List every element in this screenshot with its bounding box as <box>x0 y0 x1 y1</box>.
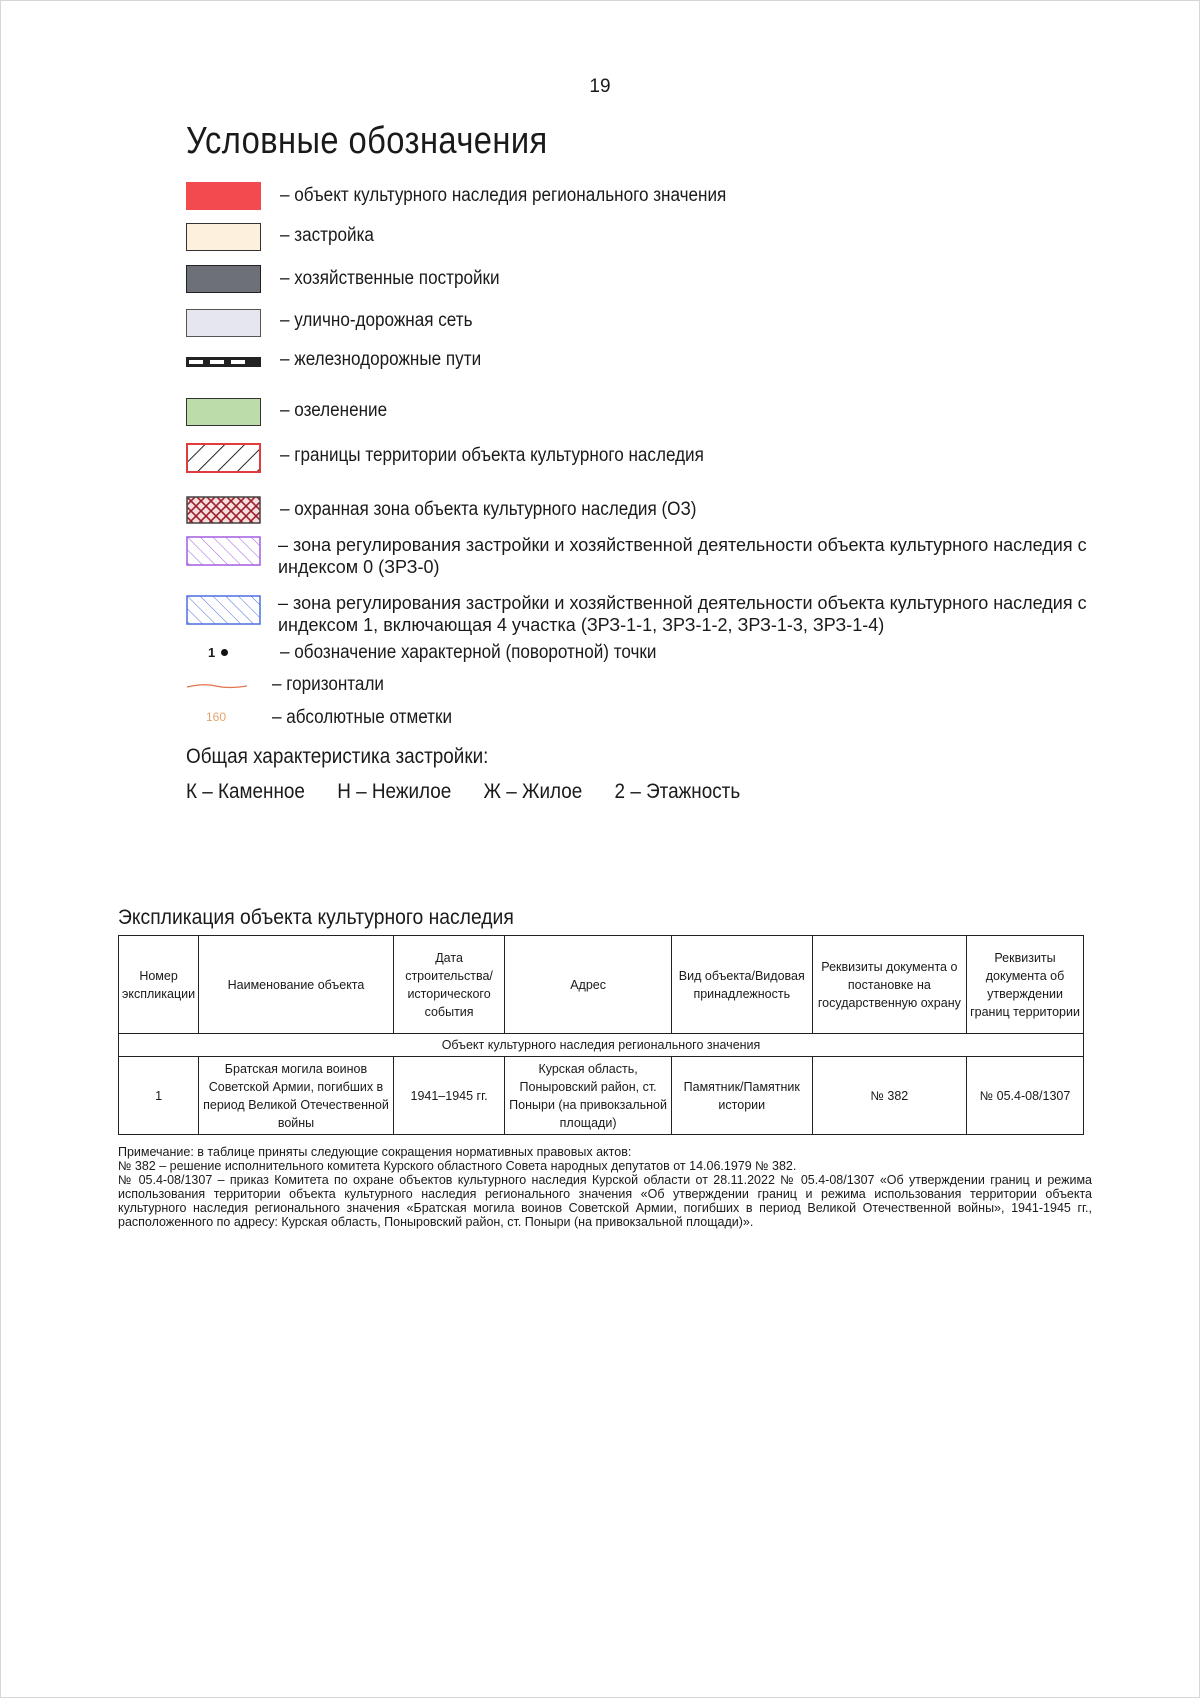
table-header-row <box>119 936 1084 1034</box>
cell-type: Памятник/Памятник истории <box>671 1057 812 1135</box>
beige-fill-swatch <box>186 223 261 251</box>
legend-label: – зона регулирования застройки и хозяйственной деятельности объекта культурного наследия с индексом 1, включающая 4 участка (ЗРЗ-1-1, ЗРЗ-1-2, ЗРЗ-1-3, ЗРЗ-1-4) <box>278 593 1087 635</box>
legend-label: – обозначение характерной (поворотной) точки <box>280 642 657 663</box>
header-cell: Номер экспликации <box>119 936 199 1034</box>
legend-label: – горизонтали <box>272 674 384 695</box>
group-label: Объект культурного наследия регионального значения <box>119 1034 1084 1057</box>
legend-label: – хозяйственные постройки <box>280 268 500 289</box>
explication-title: Экспликация объекта культурного наследия <box>118 906 514 929</box>
red-fill-swatch <box>186 182 261 210</box>
table-group-row <box>119 1034 1084 1057</box>
page-number: 19 <box>589 76 611 97</box>
note-line: № 382 – решение исполнительного комитета Курского областного Совета народных депутатов от 14.06.1979 № 382. <box>118 1159 797 1173</box>
legend-label: – охранная зона объекта культурного наследия (ОЗ) <box>280 499 697 520</box>
explication-table <box>118 935 1084 1135</box>
elevation-mark-symbol: 160 <box>206 710 227 724</box>
header-cell: Реквизиты документа о постановке на государственную охрану <box>812 936 966 1034</box>
light-gray-fill-swatch <box>186 309 261 337</box>
cell-protection-doc: № 382 <box>812 1057 966 1135</box>
header-cell: Дата строительства/ исторического события <box>393 936 504 1034</box>
turning-point-symbol <box>208 645 228 660</box>
cell-date: 1941–1945 гг. <box>393 1057 504 1135</box>
legend-label: – объект культурного наследия регионального значения <box>280 185 727 206</box>
char-item: К – Каменное <box>186 780 305 803</box>
point-dot-icon <box>221 649 228 656</box>
building-characteristics-items <box>186 780 767 804</box>
note-line: Примечание: в таблице приняты следующие сокращения нормативных правовых актов: <box>118 1145 632 1159</box>
notes-block <box>118 1145 1092 1229</box>
cell-name: Братская могила воинов Советской Армии, погибших в период Великой Отечественной войны <box>199 1057 394 1135</box>
blue-hatched-swatch <box>186 595 261 625</box>
table-row <box>119 1057 1084 1135</box>
cross-hatched-swatch <box>186 496 261 524</box>
legend-label: – зона регулирования застройки и хозяйственной деятельности объекта культурного наследия с индексом 0 (ЗРЗ-0) <box>278 535 1087 577</box>
cell-boundary-doc: № 05.4-08/1307 <box>967 1057 1084 1135</box>
note-line: № 05.4-08/1307 – приказ Комитета по охране объектов культурного наследия Курской области от 28.11.2022 № 05.4-08/1307 «Об утверждении границ и режима использования территории объекта культурного наследия регионального значения «Об утверждении границ и режима использования территории объекта культурного наследия регионального значения «Братская могила воинов Советской Армии, погибших в период Великой Отечественной войны», 1941-1945 гг., расположенного по адресу: Курская область, Поныровский район, ст. Поныри (на привокзальной площади)». <box>118 1173 1092 1229</box>
legend-label: – застройка <box>280 225 374 246</box>
dark-gray-fill-swatch <box>186 265 261 293</box>
header-cell: Наименование объекта <box>199 936 394 1034</box>
char-item: Ж – Жилое <box>483 780 583 803</box>
legend-label: – абсолютные отметки <box>272 707 453 728</box>
red-border-hatched-swatch <box>186 443 261 473</box>
cell-number: 1 <box>119 1057 199 1135</box>
turning-point-number: 1 <box>208 645 216 660</box>
contour-line-symbol <box>186 682 248 690</box>
char-item: Н – Нежилое <box>337 780 452 803</box>
cell-address: Курская область, Поныровский район, ст. Поныри (на привокзальной площади) <box>505 1057 672 1135</box>
header-cell: Реквизиты документа об утверждении границ территории <box>967 936 1084 1034</box>
legend-label: – улично-дорожная сеть <box>280 310 473 331</box>
green-fill-swatch <box>186 398 261 426</box>
header-cell: Вид объекта/Видовая принадлежность <box>671 936 812 1034</box>
railway-line-symbol <box>186 355 261 369</box>
legend-label: – границы территории объекта культурного наследия <box>280 445 704 466</box>
char-item: 2 – Этажность <box>614 780 741 803</box>
violet-hatched-swatch <box>186 536 261 566</box>
legend-label: – железнодорожные пути <box>280 349 482 370</box>
legend-label: – озеленение <box>280 400 388 421</box>
header-cell: Адрес <box>505 936 672 1034</box>
building-characteristics-title: Общая характеристика застройки: <box>186 745 489 768</box>
legend-title: Условные обозначения <box>186 120 548 162</box>
